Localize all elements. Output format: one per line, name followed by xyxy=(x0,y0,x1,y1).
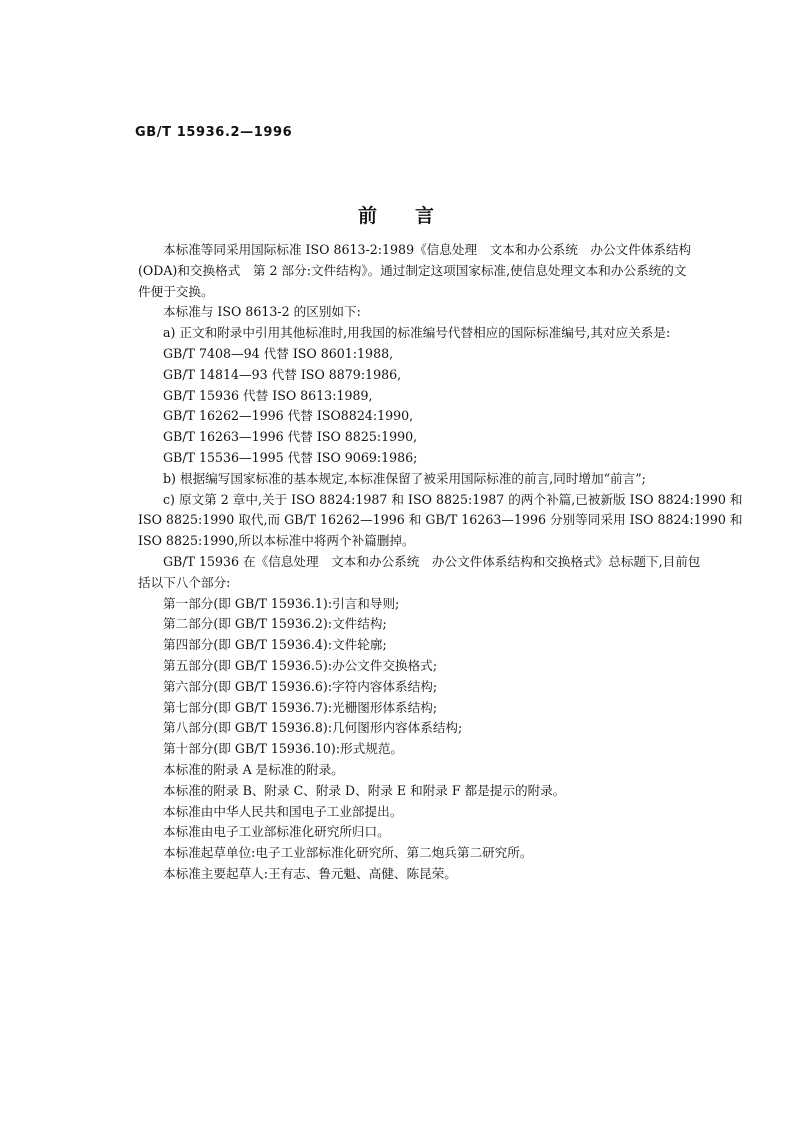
list-item-a: a) 正文和附录中引用其他标准时,用我国的标准编号代替相应的国际标准编号,其对应关系是: xyxy=(163,325,671,341)
list-item-b: b) 根据编写国家标准的基本规定,本标准保留了被采用国际标准的前言,同时增加“前言”; xyxy=(163,470,646,486)
title-char-1: 前 xyxy=(357,205,379,227)
part-list-item: 第五部分(即 GB/T 15936.5):办公文件交换格式; xyxy=(163,657,438,673)
title-char-2: 言 xyxy=(415,205,437,227)
paragraph-proposer: 本标准由中华人民共和国电子工业部提出。 xyxy=(163,803,403,819)
paragraph-differences-intro: 本标准与 ISO 8613-2 的区别如下: xyxy=(163,304,361,320)
paragraph-annex-normative: 本标准的附录 A 是标准的附录。 xyxy=(163,761,344,777)
mapping-line: GB/T 16263—1996 代替 ISO 8825:1990, xyxy=(163,429,418,445)
page-title xyxy=(0,201,794,228)
foreword-body xyxy=(138,240,743,885)
text-line: 本标准等同采用国际标准 ISO 8613-2:1989《信息处理 文本和办公系统 办公文件体系结构 xyxy=(163,242,692,257)
part-list-item: 第十部分(即 GB/T 15936.10):形式规范。 xyxy=(163,741,404,757)
paragraph-drafting-units: 本标准起草单位:电子工业部标准化研究所、第二炮兵第二研究所。 xyxy=(163,845,533,861)
paragraph-drafters: 本标准主要起草人:王有志、鲁元魁、高健、陈昆荣。 xyxy=(163,865,457,881)
paragraph-adoption xyxy=(138,240,692,302)
text-line: ISO 8825:1990 取代,而 GB/T 16262—1996 和 GB/T 16263—1996 分别等同采用 ISO 8824:1990 和 xyxy=(138,512,743,528)
text-line: (ODA)和交换格式 第 2 部分:文件结构》。通过制定这项国家标准,使信息处理文本和办公系统的文 xyxy=(138,262,687,278)
list-item-c xyxy=(138,490,743,552)
text-line: 件便于交换。 xyxy=(138,283,214,299)
part-list-item: 第四部分(即 GB/T 15936.4):文件轮廓; xyxy=(163,637,387,653)
text-line: 括以下八个部分: xyxy=(138,574,231,590)
part-list-item: 第一部分(即 GB/T 15936.1):引言和导则; xyxy=(163,595,400,611)
text-line: GB/T 15936 在《信息处理 文本和办公系统 办公文件体系结构和交换格式》总标题下,目前包 xyxy=(163,553,701,569)
paragraph-administrator: 本标准由电子工业部标准化研究所归口。 xyxy=(163,824,390,840)
paragraph-annex-informative: 本标准的附录 B、附录 C、附录 D、附录 E 和附录 F 都是提示的附录。 xyxy=(163,782,566,798)
text-line: c) 原文第 2 章中,关于 ISO 8824:1987 和 ISO 8825:1987 的两个补篇,已被新版 ISO 8824:1990 和 xyxy=(163,491,743,507)
mapping-line: GB/T 14814—93 代替 ISO 8879:1986, xyxy=(163,366,402,382)
part-list-item: 第二部分(即 GB/T 15936.2):文件结构; xyxy=(163,616,387,632)
standard-code-header: GB/T 15936.2—1996 xyxy=(135,125,293,140)
mapping-line: GB/T 15936 代替 ISO 8613:1989, xyxy=(163,387,373,403)
part-list-item: 第六部分(即 GB/T 15936.6):字符内容体系结构; xyxy=(163,678,438,694)
part-list-item: 第八部分(即 GB/T 15936.8):几何图形内容体系结构; xyxy=(163,720,463,736)
mapping-line: GB/T 7408—94 代替 ISO 8601:1988, xyxy=(163,345,394,361)
mapping-line: GB/T 15536—1995 代替 ISO 9069:1986; xyxy=(163,449,418,465)
mapping-line: GB/T 16262—1996 代替 ISO8824:1990, xyxy=(163,408,414,424)
part-list-item: 第七部分(即 GB/T 15936.7):光栅图形体系结构; xyxy=(163,699,438,715)
text-line: ISO 8825:1990,所以本标准中将两个补篇删掉。 xyxy=(138,533,415,549)
paragraph-series-intro xyxy=(138,552,701,594)
